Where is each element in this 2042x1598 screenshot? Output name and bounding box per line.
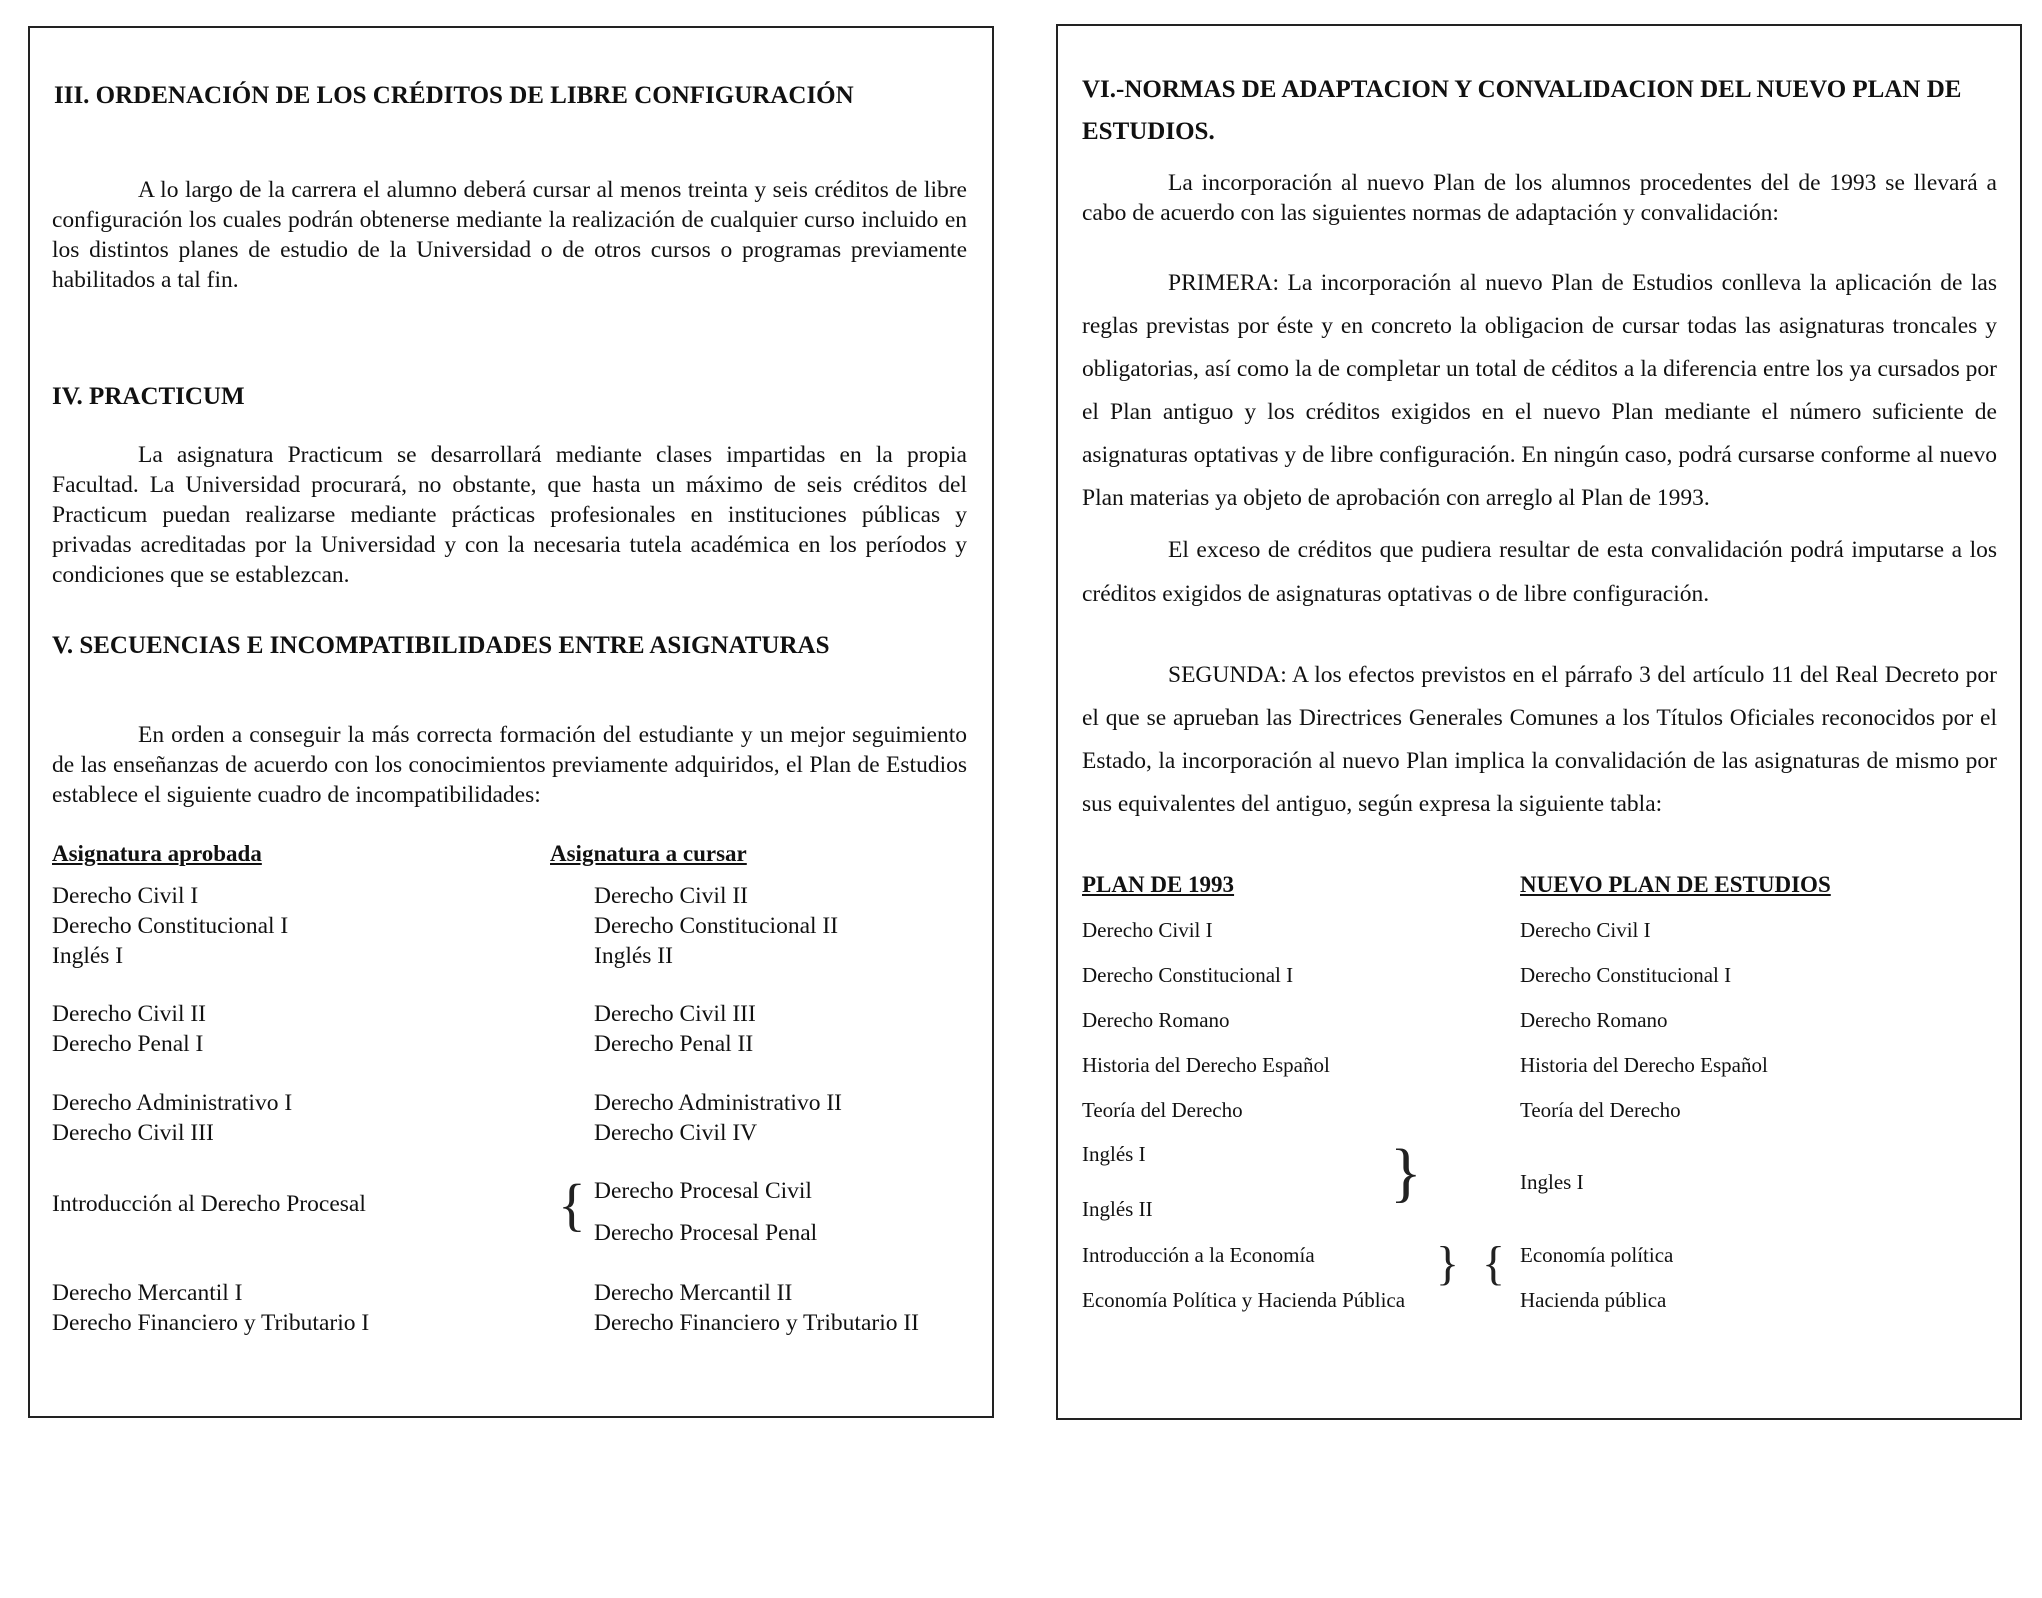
col-nuevo-plan-header: NUEVO PLAN DE ESTUDIOS	[1520, 872, 1831, 897]
plan-1993-item: Economía Política y Hacienda Pública	[1082, 1288, 1406, 1312]
col-cursar-header: Asignatura a cursar	[550, 841, 747, 866]
norma-exceso: El exceso de créditos que pudiera resultar de esta convalidación podrá imputarse a los créditos exigidos de asignaturas optativas o de libre configuración.	[1082, 537, 1997, 607]
aprobada-item: Derecho Administrativo I	[52, 1090, 293, 1116]
right-brace-icon: }	[1436, 1237, 1460, 1290]
plan-1993-item: Derecho Civil I	[1082, 918, 1213, 942]
col-aprobada-header: Asignatura aprobada	[52, 841, 262, 866]
aprobada-item: Derecho Financiero y Tributario I	[52, 1310, 370, 1336]
plan-1993-item: Inglés II	[1082, 1197, 1153, 1221]
nuevo-plan-item: Hacienda pública	[1520, 1288, 1667, 1312]
plan-1993-item: Derecho Romano	[1082, 1008, 1230, 1032]
aprobada-item: Derecho Mercantil I	[52, 1280, 243, 1306]
nuevo-plan-item: Historia del Derecho Español	[1520, 1053, 1768, 1077]
left-brace-icon: {	[1482, 1237, 1506, 1290]
section-iv-title: IV. PRACTICUM	[52, 383, 245, 410]
cursar-item: Derecho Procesal Penal	[594, 1220, 818, 1246]
nuevo-plan-item: Derecho Constitucional I	[1520, 963, 1732, 987]
right-brace-icon: }	[1390, 1136, 1422, 1209]
aprobada-item: Derecho Constitucional I	[52, 913, 289, 939]
norma-segunda: SEGUNDA: A los efectos previstos en el párrafo 3 del artículo 11 del Real Decreto por el que se aprueban las Directrices Generales Comunes a los Títulos Oficiales reconocidos por el Estado, la incorporación al nuevo Plan implica la convalidación de las asignaturas de mismo por sus equivalentes del antiguo, según expresa la siguiente tabla:	[1082, 662, 1997, 817]
cursar-item: Derecho Constitucional II	[594, 913, 839, 939]
plan-1993-item: Historia del Derecho Español	[1082, 1053, 1330, 1077]
aprobada-item: Derecho Penal I	[52, 1031, 204, 1057]
cursar-item: Derecho Administrativo II	[594, 1090, 842, 1116]
cursar-item: Derecho Civil IV	[594, 1120, 758, 1146]
section-vi-title-line2: ESTUDIOS.	[1082, 118, 1215, 145]
section-vi-intro: La incorporación al nuevo Plan de los alumnos procedentes del de 1993 se llevará a cabo de acuerdo con las siguientes normas de adaptación y convalidación:	[1082, 170, 1997, 226]
plan-1993-item: Teoría del Derecho	[1082, 1098, 1243, 1122]
aprobada-item: Introducción al Derecho Procesal	[52, 1191, 366, 1217]
cursar-item: Derecho Civil III	[594, 1001, 756, 1027]
section-iii-body: A lo largo de la carrera el alumno deberá cursar al menos treinta y seis créditos de libre configuración los cuales podrán obtenerse mediante la realización de cualquier curso incluido en los distintos planes de estudio de la Universidad o de otros cursos o programas previamente habilitados a tal fin.	[52, 177, 967, 293]
aprobada-item: Derecho Civil I	[52, 883, 199, 909]
section-iii-title: III. ORDENACIÓN DE LOS CRÉDITOS DE LIBRE CONFIGURACIÓN	[54, 82, 854, 109]
aprobada-item: Inglés I	[52, 943, 124, 969]
norma-primera: PRIMERA: La incorporación al nuevo Plan de Estudios conlleva la aplicación de las reglas previstas por éste y en concreto la obligacion de cursar todas las asignaturas troncales y obligatorias, así como la de completar un total de céditos a la diferencia entre los ya cursados por el Plan antiguo y los créditos exigidos en el nuevo Plan mediante el número suficiente de asignaturas optativas y de libre configuración. En ningún caso, podrá cursarse conforme al nuevo Plan materias ya objeto de aprobación con arreglo al Plan de 1993.	[1082, 270, 1997, 511]
section-vi-title-line1: VI.-NORMAS DE ADAPTACION Y CONVALIDACION DEL NUEVO PLAN DE	[1082, 76, 1962, 103]
section-iv-body: La asignatura Practicum se desarrollará mediante clases impartidas en la propia Facultad. La Universidad procurará, no obstante, que hasta un máximo de seis créditos del Practicum puedan realizarse mediante prácticas profesionales en instituciones públicas y privadas acreditadas por la Universidad y con la necesaria tutela académica en los períodos y condiciones que se establezcan.	[52, 442, 967, 588]
cursar-item: Derecho Civil II	[594, 883, 749, 909]
col-plan-1993-header: PLAN DE 1993	[1082, 872, 1235, 897]
plan-1993-item: Inglés I	[1082, 1142, 1146, 1166]
left-brace-icon: {	[558, 1172, 586, 1237]
nuevo-plan-item: Derecho Civil I	[1520, 918, 1651, 942]
cursar-item: Derecho Penal II	[594, 1031, 754, 1057]
aprobada-item: Derecho Civil II	[52, 1001, 207, 1027]
section-v-body: En orden a conseguir la más correcta formación del estudiante y un mejor seguimiento de las enseñanzas de acuerdo con los conocimientos previamente adquiridos, el Plan de Estudios establece el siguiente cuadro de incompatibilidades:	[52, 722, 967, 808]
cursar-item: Derecho Mercantil II	[594, 1280, 793, 1306]
plan-1993-item: Derecho Constitucional I	[1082, 963, 1294, 987]
aprobada-item: Derecho Civil III	[52, 1120, 214, 1146]
cursar-item: Derecho Financiero y Tributario II	[594, 1310, 920, 1336]
cursar-item: Inglés II	[594, 943, 673, 969]
nuevo-plan-item: Teoría del Derecho	[1520, 1098, 1681, 1122]
nuevo-plan-item: Derecho Romano	[1520, 1008, 1668, 1032]
plan-1993-item: Introducción a la Economía	[1082, 1243, 1315, 1267]
section-v-title: V. SECUENCIAS E INCOMPATIBILIDADES ENTRE ASIGNATURAS	[52, 632, 830, 659]
nuevo-plan-item: Economía política	[1520, 1243, 1674, 1267]
nuevo-plan-item: Ingles I	[1520, 1170, 1584, 1194]
cursar-item: Derecho Procesal Civil	[594, 1178, 812, 1204]
